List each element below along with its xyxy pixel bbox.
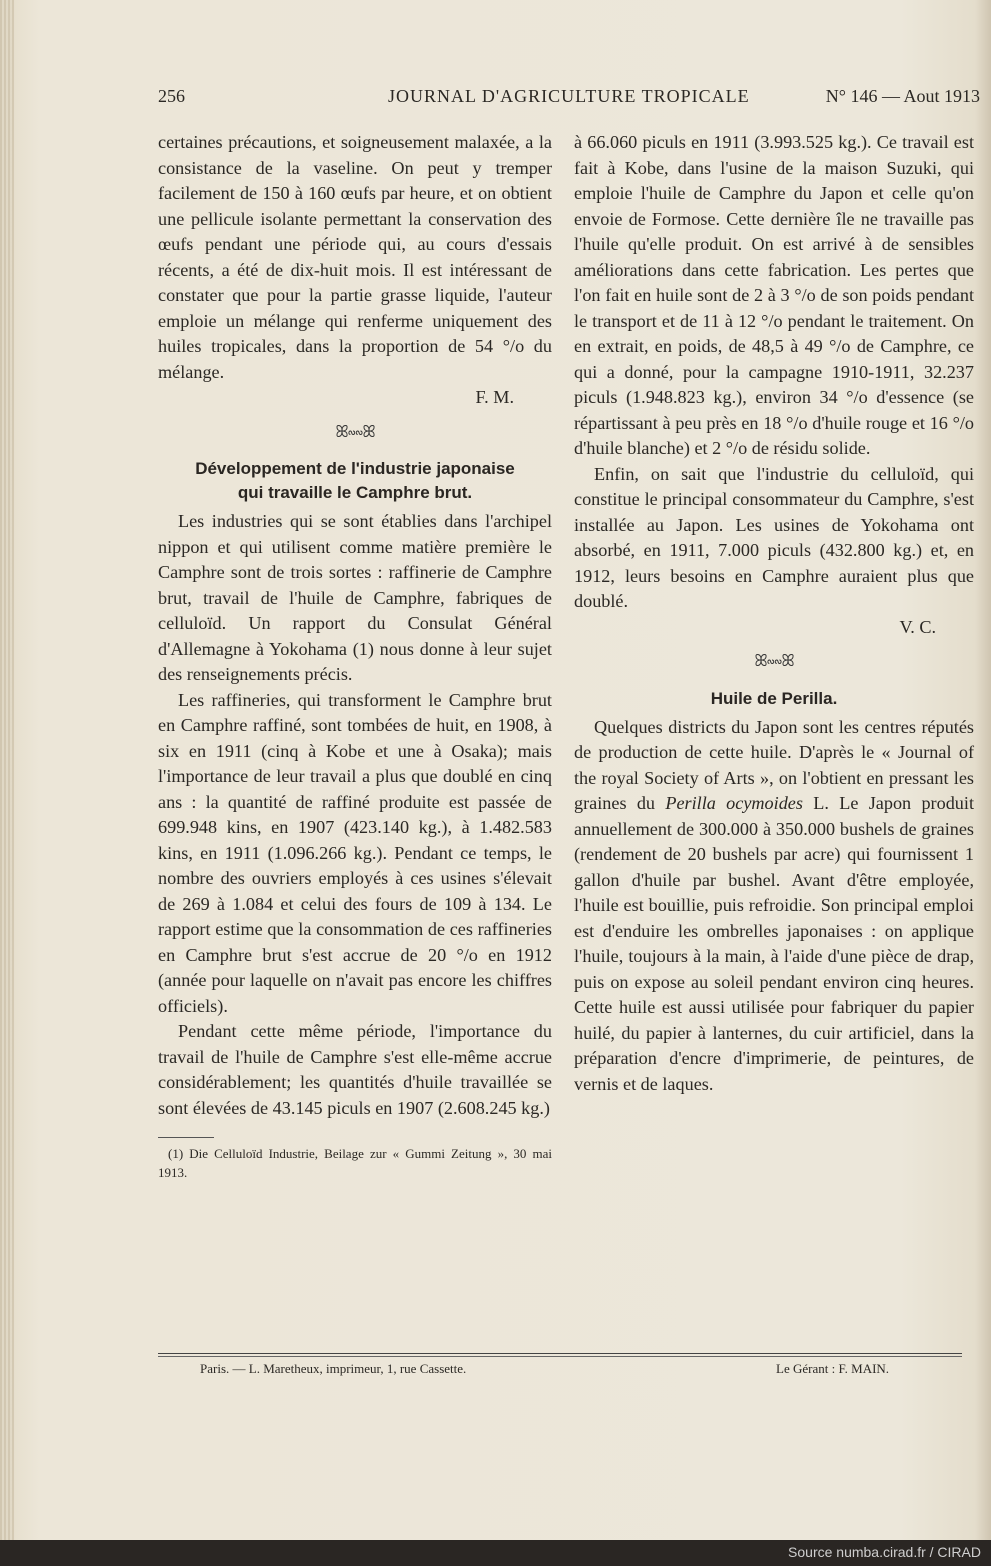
- paragraph: certaines précautions, et soigneusement malaxée, a la consistance de la vaseline. On peut y tremper facilement de 150 à 160 œufs par heure, et on obtient une pellicule isolante permettant la conservation des œufs pendant une période qui, au cours d'essais récents, a été de dix-huit mois. Il est intéressant de constater que pour la partie grasse liquide, l'auteur emploie un mélange qui renferme uniquement des huiles tropicales, dans la proportion de 54 °/o du mélange.: [158, 132, 552, 382]
- article-heading: [158, 457, 552, 505]
- right-column: [574, 130, 974, 1097]
- ornament: ꕤ∾∾ꕤ: [754, 653, 794, 670]
- species-name: Perilla ocymoides: [665, 793, 803, 813]
- printer-credit: Paris. — L. Maretheux, imprimeur, 1, rue Cassette.: [200, 1361, 467, 1376]
- paragraph: [574, 715, 974, 1098]
- text-run: L. Le Japon produit annuellement de 300.000 à 350.000 bushels de graines (rendement de 20 bushels par acre) qui fournissent 1 gallon d'huile par bushel. Avant d'être employée, l'huile est bouillie, puis refroidie. Son principal emploi est d'enduire les ombrelles japonaises : on applique l'huile, toujours à la main, à l'aide d'une pièce de drap, puis on expose au soleil pendant environ cinq heures. Cette huile est aussi utilisée pour fabriquer du papier huilé, du papier à lanternes, du cuir artificiel, dans la préparation d'encre d'imprimerie, de peintures, de vernis et de laques.: [574, 793, 974, 1094]
- paragraph: Enfin, on sait que l'industrie du celluloïd, qui constitue le principal consommateur du Camphre, s'est installée au Japon. Les usines de Yokohama ont absorbé, en 1911, 7.000 piculs (432.800 kg.) et, en 1912, leurs besoins en Camphre auraient plus que doublé.: [574, 463, 974, 611]
- signature: V. C.: [899, 616, 936, 637]
- footnote-rule: [158, 1137, 214, 1138]
- left-column: [158, 130, 552, 1182]
- page-edge: [0, 0, 14, 1540]
- text-run: Quelques districts du Japon sont les centres réputés de production de cette huile. D'après le « Journal of the royal Society of Arts », on l'obtient en pressant les graines du: [574, 716, 974, 813]
- ornament: ꕤ∾∾ꕤ: [335, 423, 375, 441]
- gerant-credit: Le Gérant : F. MAIN.: [776, 1361, 890, 1376]
- heading-line: Développement de l'industrie japonaise: [195, 459, 515, 478]
- source-credit: Source numba.cirad.fr / CIRAD: [788, 1544, 981, 1560]
- signature: F. M.: [475, 387, 514, 407]
- footer-rule: [158, 1356, 962, 1357]
- article-heading: Huile de Perilla.: [710, 688, 838, 708]
- heading-line: qui travaille le Camphre brut.: [237, 483, 473, 502]
- paragraph: Pendant cette même période, l'importance du travail de l'huile de Camphre s'est elle-même accrue considérablement; les quantités d'huile travaillée se sont élevées de 43.145 piculs en 1907 (2.608.245 kg.): [158, 1021, 552, 1118]
- page-number: 256: [158, 86, 185, 106]
- paragraph: à 66.060 piculs en 1911 (3.993.525 kg.). Ce travail est fait à Kobe, dans l'usine de la maison Suzuki, qui emploie l'huile de Camphre du Japon et celle qu'on envoie de Formose. Cette dernière île ne travaille pas l'huile qu'elle produit. On est arrivé à de sensibles améliorations dans cette fabrication. Les pertes que l'on fait en huile sont de 2 à 3 °/o de son poids pendant le transport et de 11 à 12 °/o pendant le traitement. On en extrait, en poids, de 48,5 à 49 °/o de Camphre, ce qui a donné, pour la campagne 1910-1911, 32.237 piculs (1.948.823 kg.), environ 34 °/o d'essence (se répartissant à peu près en 18 °/o d'huile rouge et 16 °/o d'huile blanche) et 2 °/o de résidu solide.: [574, 132, 974, 458]
- footer-rule: [158, 1353, 962, 1354]
- paragraph: Les industries qui se sont établies dans l'archipel nippon et qui utilisent comme matière première le Camphre sont de trois sortes : raffinerie de Camphre brut, travail de l'huile de Camphre, fabriques de celluloïd. Un rapport du Consulat Général d'Allemagne à Yokohama (1) nous donne à leur sujet des renseignements précis.: [158, 511, 552, 684]
- paragraph: Les raffineries, qui transforment le Camphre brut en Camphre raffiné, sont tombées de huit, en 1908, à six en 1911 (cinq à Kobe et une à Osaka); mais l'importance de leur travail a plus que doublé en cinq ans : la quantité de raffiné produite est passée de 699.948 kins, en 1907 (423.140 kg.), à 1.482.583 kins, en 1911 (1.096.266 kg.). Pendant ce temps, le nombre des ouvriers employés à ces usines s'élevait de 269 à 1.084 et celui des fours de 109 à 134. Le rapport estime que la consommation de ces raffineries en Camphre brut s'est accrue de 20 °/o en 1912 (année pour laquelle on n'avait pas encore les chiffres officiels).: [158, 689, 552, 1016]
- issue-info: N° 146 — Aout 1913: [825, 86, 980, 106]
- running-header: [158, 86, 980, 112]
- journal-title: JOURNAL D'AGRICULTURE TROPICALE: [388, 86, 750, 106]
- footnote: (1) Die Celluloïd Industrie, Beilage zur « Gummi Zeitung », 30 mai 1913.: [158, 1146, 552, 1180]
